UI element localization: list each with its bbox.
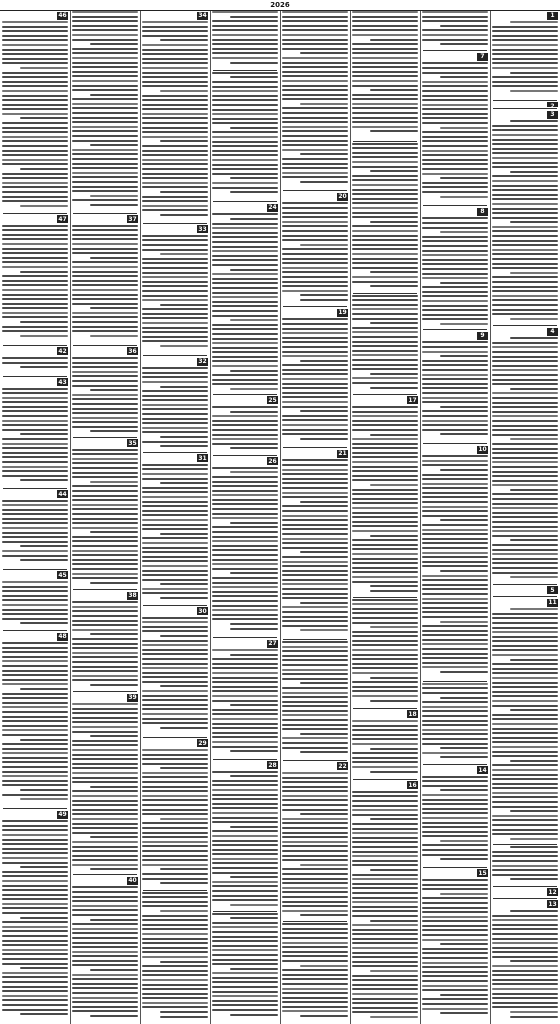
story-number-badge: 35 — [128, 439, 137, 447]
news-column — [421, 11, 489, 1024]
story-text-lines — [422, 11, 488, 49]
story-header — [282, 192, 348, 201]
news-story — [72, 876, 138, 1021]
story-divider — [353, 779, 417, 780]
story-divider — [143, 355, 207, 356]
story-header — [72, 591, 138, 600]
story-divider — [493, 108, 557, 109]
story-header — [352, 396, 418, 405]
story-number-badge: 33 — [198, 225, 207, 233]
story-header — [492, 11, 558, 20]
story-divider — [423, 443, 487, 444]
story-number-badge: 2 — [547, 102, 558, 107]
story-divider — [73, 345, 137, 346]
story-text-lines — [142, 892, 208, 1021]
story-text-lines — [422, 341, 488, 442]
story-header — [2, 490, 68, 499]
news-story — [2, 571, 68, 629]
news-story — [422, 207, 488, 328]
story-text-lines — [282, 202, 348, 305]
column-separator — [490, 11, 491, 1024]
story-divider — [143, 223, 207, 224]
news-story — [72, 693, 138, 873]
story-text-lines — [2, 357, 68, 375]
news-story — [352, 396, 418, 596]
story-number-badge: 4 — [547, 328, 558, 336]
story-divider — [73, 437, 137, 438]
news-story — [142, 357, 208, 451]
story-divider — [73, 589, 137, 590]
story-divider — [353, 597, 417, 598]
story-text-lines — [2, 500, 68, 568]
story-header — [492, 598, 558, 607]
story-number-badge: 24 — [268, 204, 277, 212]
story-number-badge: 39 — [128, 694, 137, 702]
story-number-badge: 14 — [478, 766, 487, 774]
story-text-lines — [2, 581, 68, 629]
story-number-badge: 21 — [338, 450, 347, 458]
story-number-badge: 29 — [198, 739, 207, 747]
story-number-badge: 13 — [548, 900, 557, 908]
story-header — [72, 439, 138, 448]
news-story — [492, 327, 558, 582]
story-divider — [493, 325, 557, 326]
news-column — [1, 11, 69, 1024]
news-story — [142, 454, 208, 604]
story-divider — [493, 596, 557, 597]
story-header — [2, 11, 68, 20]
story-divider — [423, 764, 487, 765]
column-separator — [140, 11, 141, 1024]
story-header — [422, 52, 488, 61]
story-number-badge: 7 — [477, 53, 488, 61]
story-header — [282, 308, 348, 317]
news-story — [422, 331, 488, 442]
story-header — [492, 327, 558, 336]
story-header — [352, 781, 418, 790]
story-text-lines — [422, 455, 488, 680]
news-story — [492, 102, 558, 107]
news-story — [492, 888, 558, 897]
news-story — [142, 225, 208, 354]
story-header — [492, 586, 558, 595]
story-header — [72, 876, 138, 885]
story-number-badge: 5 — [547, 586, 558, 594]
column-separator — [420, 11, 421, 1024]
news-story — [492, 110, 558, 324]
story-divider — [423, 681, 487, 682]
news-story — [282, 192, 348, 305]
story-header — [142, 357, 208, 366]
story-divider — [3, 345, 67, 346]
story-header — [72, 215, 138, 224]
story-divider — [493, 844, 557, 845]
story-divider — [213, 201, 277, 202]
news-story — [2, 632, 68, 807]
story-number-badge: 32 — [198, 358, 207, 366]
news-column — [491, 11, 559, 1024]
story-text-lines — [352, 11, 418, 140]
news-story — [212, 913, 278, 1021]
news-story — [2, 347, 68, 375]
story-header — [2, 347, 68, 356]
story-number-badge: 34 — [198, 12, 207, 19]
story-number-badge: 12 — [548, 888, 557, 896]
story-text-lines — [212, 72, 278, 201]
news-story — [2, 490, 68, 568]
story-text-lines — [282, 772, 348, 920]
news-story — [492, 598, 558, 843]
story-text-lines — [72, 886, 138, 1021]
story-text-lines — [142, 464, 208, 604]
news-story — [492, 586, 558, 595]
news-story — [282, 641, 348, 759]
story-header — [2, 378, 68, 387]
story-header — [492, 900, 558, 909]
story-number-badge: 8 — [477, 208, 488, 216]
story-text-lines — [212, 213, 278, 392]
story-number-badge: 38 — [128, 592, 137, 600]
column-separator — [70, 11, 71, 1024]
news-column — [211, 11, 279, 1024]
story-text-lines — [352, 295, 418, 393]
news-story — [422, 11, 488, 49]
story-text-lines — [352, 406, 418, 596]
story-header — [142, 11, 208, 20]
story-divider — [143, 452, 207, 453]
story-text-lines — [72, 357, 138, 436]
story-divider — [423, 329, 487, 330]
story-text-lines — [492, 21, 558, 99]
column-separator — [350, 11, 351, 1024]
news-story — [492, 900, 558, 1021]
story-divider — [423, 867, 487, 868]
news-story — [352, 143, 418, 292]
story-number-badge: 10 — [478, 446, 487, 454]
story-number-badge: 48 — [58, 633, 67, 641]
story-header — [422, 445, 488, 454]
news-story — [212, 11, 278, 69]
story-divider — [213, 759, 277, 760]
story-text-lines — [2, 21, 68, 212]
news-story — [282, 762, 348, 920]
story-number-badge: 15 — [478, 869, 487, 877]
news-column — [351, 11, 419, 1024]
story-number-badge: 9 — [477, 332, 488, 340]
story-header — [142, 225, 208, 234]
story-text-lines — [352, 720, 418, 778]
story-header — [142, 739, 208, 748]
story-number-badge: 26 — [268, 457, 277, 465]
story-text-lines — [212, 649, 278, 758]
story-text-lines — [282, 641, 348, 759]
story-divider — [73, 874, 137, 875]
story-divider — [353, 708, 417, 709]
story-header — [2, 571, 68, 580]
news-story — [422, 766, 488, 866]
story-header — [352, 710, 418, 719]
story-header — [492, 888, 558, 897]
story-text-lines — [422, 62, 488, 204]
news-story — [72, 439, 138, 589]
story-text-lines — [72, 703, 138, 873]
story-divider — [3, 569, 67, 570]
story-number-badge: 28 — [268, 761, 277, 769]
news-story — [2, 11, 68, 212]
story-number-badge: 3 — [547, 111, 558, 119]
story-header — [422, 869, 488, 878]
story-text-lines — [492, 910, 558, 1021]
story-text-lines — [2, 820, 68, 1021]
story-text-lines — [212, 913, 278, 1021]
story-header — [2, 632, 68, 641]
news-story — [212, 203, 278, 392]
news-story — [352, 295, 418, 393]
news-story — [72, 347, 138, 436]
news-story — [2, 810, 68, 1021]
story-divider — [423, 50, 487, 51]
story-text-lines — [422, 683, 488, 763]
story-divider — [353, 141, 417, 142]
news-story — [282, 923, 348, 1021]
news-story — [142, 892, 208, 1021]
news-story — [422, 445, 488, 680]
story-number-badge: 37 — [128, 215, 137, 223]
story-divider — [3, 376, 67, 377]
story-divider — [353, 293, 417, 294]
story-number-badge: 46 — [58, 12, 67, 19]
story-divider — [213, 70, 277, 71]
story-text-lines — [212, 11, 278, 69]
story-text-lines — [282, 923, 348, 1021]
story-text-lines — [2, 388, 68, 487]
story-header — [212, 457, 278, 466]
news-story — [422, 869, 488, 1021]
story-header — [492, 102, 558, 107]
news-column — [141, 11, 209, 1024]
story-header — [282, 449, 348, 458]
story-text-lines — [72, 449, 138, 589]
story-header — [282, 762, 348, 771]
news-story — [212, 396, 278, 454]
story-divider — [213, 394, 277, 395]
story-number-badge: 11 — [548, 599, 557, 607]
column-separator — [280, 11, 281, 1024]
story-divider — [73, 213, 137, 214]
story-divider — [3, 808, 67, 809]
story-text-lines — [212, 406, 278, 454]
news-story — [2, 378, 68, 487]
story-number-badge: 17 — [408, 396, 417, 404]
story-text-lines — [422, 776, 488, 866]
story-text-lines — [212, 467, 278, 636]
story-divider — [283, 639, 347, 640]
story-header — [212, 396, 278, 405]
story-divider — [283, 306, 347, 307]
story-divider — [423, 205, 487, 206]
story-text-lines — [212, 771, 278, 910]
news-story — [72, 11, 138, 212]
story-number-badge: 49 — [58, 811, 67, 819]
story-divider — [213, 455, 277, 456]
story-header — [492, 110, 558, 119]
story-divider — [3, 213, 67, 214]
news-story — [352, 710, 418, 778]
story-header — [422, 331, 488, 340]
story-divider — [283, 760, 347, 761]
news-column — [71, 11, 139, 1024]
story-text-lines — [142, 235, 208, 354]
story-number-badge: 31 — [198, 454, 207, 462]
story-number-badge: 27 — [268, 640, 277, 648]
news-story — [142, 739, 208, 889]
story-header — [2, 215, 68, 224]
story-number-badge: 36 — [128, 347, 137, 355]
news-story — [212, 639, 278, 758]
story-header — [72, 693, 138, 702]
story-divider — [213, 911, 277, 912]
story-text-lines — [352, 791, 418, 1021]
story-text-lines — [422, 217, 488, 328]
news-story — [212, 761, 278, 910]
story-text-lines — [282, 11, 348, 189]
story-text-lines — [352, 143, 418, 292]
news-story — [352, 781, 418, 1021]
story-number-badge: 40 — [128, 877, 137, 885]
story-text-lines — [142, 21, 208, 222]
story-number-badge: 47 — [58, 215, 67, 223]
news-story — [352, 11, 418, 140]
story-text-lines — [2, 642, 68, 807]
story-number-badge: 19 — [338, 309, 347, 317]
story-header — [72, 347, 138, 356]
story-text-lines — [142, 749, 208, 889]
story-text-lines — [492, 846, 558, 884]
newspaper-columns — [0, 11, 560, 1024]
news-story — [282, 308, 348, 446]
news-story — [72, 591, 138, 690]
story-text-lines — [2, 225, 68, 344]
news-story — [72, 215, 138, 344]
column-separator — [210, 11, 211, 1024]
story-divider — [283, 190, 347, 191]
story-divider — [73, 691, 137, 692]
story-header — [2, 810, 68, 819]
news-story — [212, 457, 278, 636]
story-text-lines — [72, 225, 138, 344]
news-story — [422, 52, 488, 204]
story-text-lines — [282, 318, 348, 446]
story-number-badge: 18 — [408, 710, 417, 718]
story-text-lines — [72, 11, 138, 212]
story-text-lines — [72, 601, 138, 690]
story-header — [142, 607, 208, 616]
story-divider — [493, 584, 557, 585]
story-number-badge: 43 — [58, 378, 67, 386]
news-story — [282, 11, 348, 189]
news-story — [492, 11, 558, 99]
story-divider — [493, 886, 557, 887]
story-number-badge: 42 — [58, 347, 67, 355]
story-text-lines — [492, 120, 558, 324]
story-number-badge: 16 — [408, 781, 417, 789]
story-text-lines — [142, 367, 208, 451]
story-text-lines — [492, 337, 558, 582]
story-divider — [3, 630, 67, 631]
story-divider — [283, 921, 347, 922]
story-header — [422, 766, 488, 775]
story-divider — [283, 447, 347, 448]
news-story — [2, 215, 68, 344]
story-divider — [213, 637, 277, 638]
news-story — [422, 683, 488, 763]
story-number-badge: 30 — [198, 607, 207, 615]
story-divider — [353, 394, 417, 395]
news-story — [352, 599, 418, 707]
story-divider — [143, 605, 207, 606]
story-number-badge: 45 — [58, 571, 67, 579]
story-number-badge: 44 — [58, 490, 67, 498]
story-header — [212, 639, 278, 648]
story-header — [212, 203, 278, 212]
story-header — [212, 761, 278, 770]
story-number-badge: 22 — [338, 762, 347, 770]
masthead-date: 2026 — [270, 1, 290, 9]
story-header — [422, 207, 488, 216]
news-story — [142, 11, 208, 222]
story-divider — [493, 100, 557, 101]
story-header — [142, 454, 208, 463]
news-story — [282, 449, 348, 638]
news-story — [212, 72, 278, 201]
news-story — [142, 607, 208, 736]
story-text-lines — [422, 879, 488, 1021]
story-text-lines — [492, 608, 558, 843]
story-divider — [143, 737, 207, 738]
masthead-date-line — [0, 0, 560, 11]
story-number-badge: 25 — [268, 396, 277, 404]
story-text-lines — [352, 599, 418, 707]
news-column — [281, 11, 349, 1024]
story-number-badge: 20 — [338, 193, 347, 201]
story-text-lines — [282, 459, 348, 638]
story-divider — [493, 898, 557, 899]
story-text-lines — [142, 617, 208, 736]
news-story — [492, 846, 558, 884]
story-divider — [3, 488, 67, 489]
story-number-badge: 1 — [547, 12, 558, 20]
story-divider — [143, 890, 207, 891]
